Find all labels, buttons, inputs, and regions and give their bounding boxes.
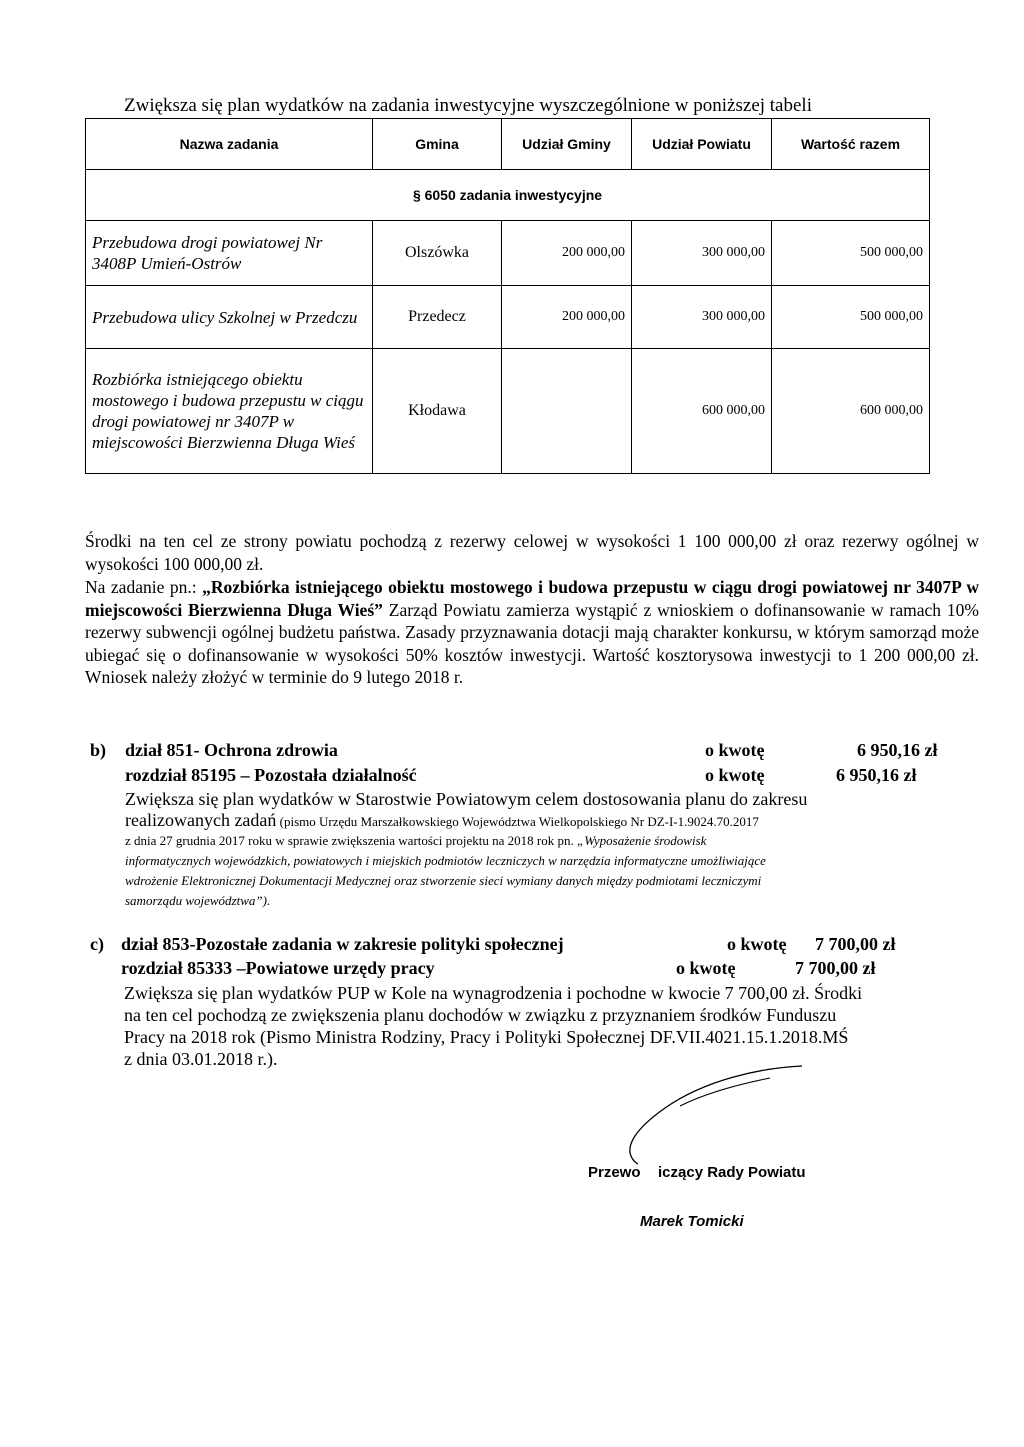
task-name: Przebudowa drogi powiatowej Nr 3408P Umień-Ostrów [86, 221, 373, 286]
section-c-rozdzial: rozdział 85333 –Powiatowe urzędy pracy [121, 958, 435, 978]
p2-task-title: „Rozbiórka istniejącego obiektu mostowego i budowa przepustu w ciągu drogi powiatowej nr 3407P w miejscowości Bierzwienna Długa Wieś” [85, 577, 979, 620]
udzial-gminy: 200 000,00 [502, 286, 632, 349]
section-b-text3-line [125, 832, 706, 850]
gmina: Kłodawa [373, 349, 502, 474]
wartosc-razem: 500 000,00 [772, 286, 930, 349]
section-b-text3-italic: „Wyposażenie środowisk [577, 833, 707, 848]
udzial-gminy [502, 349, 632, 474]
intro-text: Zwiększa się plan wydatków na zadania inwestycyjne wyszczególnione w poniższej tabeli [124, 95, 812, 116]
section-b-rozdzial-amount: 6 950,16 zł [836, 765, 917, 785]
section-c-line: z dnia 03.01.2018 r.). [124, 1049, 278, 1069]
section-c-line: Pracy na 2018 rok (Pismo Ministra Rodziny, Pracy i Polityki Społecznej DF.VII.4021.15.1.2018.MŚ [124, 1027, 849, 1047]
section-c-letter: c) [90, 934, 104, 954]
signature-title-right: iczący Rady Powiatu [658, 1164, 806, 1181]
col-header: Wartość razem [772, 119, 930, 170]
task-name: Przebudowa ulicy Szkolnej w Przedczu [86, 286, 373, 349]
section-c-line: Zwiększa się plan wydatków PUP w Kole na wynagrodzenia i pochodne w kwocie 7 700,00 zł. Środki [124, 983, 863, 1003]
section-b-rozdzial-label: o kwotę [705, 765, 765, 785]
section-b-text2-small: (pismo Urzędu Marszałkowskiego Województwa Wielkopolskiego Nr DZ-I-1.9024.70.2017 [276, 814, 759, 829]
section-c-dzial-label: o kwotę [727, 934, 787, 954]
wartosc-razem: 600 000,00 [772, 349, 930, 474]
table-row [86, 286, 930, 349]
gmina: Olszówka [373, 221, 502, 286]
section-b-text6: samorządu województwa”). [125, 893, 271, 908]
p2-rest: Zarząd Powiatu zamierza wystąpić z wnioskiem o dofinansowanie w ramach 10% rezerwy subwencji ogólnej budżetu państwa. Zasady przyznawania dotacji mają charakter konkursu, w którym samorząd może ubiegać się o dofinansowanie w wysokości 50% kosztów inwestycji. Wartość kosztorysowa inwestycji to 1 200 000,00 zł. Wniosek należy złożyć w terminie do 9 lutego 2018 r. [85, 599, 979, 687]
paragraph-application [85, 576, 979, 689]
section-b-text3: z dnia 27 grudnia 2017 roku w sprawie zwiększenia wartości projektu na 2018 rok pn. [125, 833, 577, 848]
section-b-text4: informatycznych wojewódzkich, powiatowych i miejskich podmiotów leczniczych w narzędzia informatyczne umożliwiające [125, 853, 766, 868]
handwritten-signature [610, 1060, 820, 1170]
section-c-rozdzial-amount: 7 700,00 zł [795, 958, 876, 978]
table-row [86, 221, 930, 286]
col-header: Gmina [373, 119, 502, 170]
section-c-line: na ten cel pochodzą ze zwiększenia planu dochodów w związku z przyznaniem środków Funduszu [124, 1005, 837, 1025]
gmina: Przedecz [373, 286, 502, 349]
udzial-powiatu: 600 000,00 [632, 349, 772, 474]
section-c-rozdzial-label: o kwotę [676, 958, 736, 978]
section-row [86, 170, 930, 221]
col-header: Udział Powiatu [632, 119, 772, 170]
task-name: Rozbiórka istniejącego obiektu mostowego i budowa przepustu w ciągu drogi powiatowej nr 3407P w miejscowości Bierzwienna Długa Wieś [86, 349, 373, 474]
col-header: Udział Gminy [502, 119, 632, 170]
section-b-letter: b) [90, 740, 107, 760]
udzial-powiatu: 300 000,00 [632, 221, 772, 286]
table-header-row [86, 119, 930, 170]
section-b-dzial: dział 851- Ochrona zdrowia [125, 740, 338, 760]
section-label: § 6050 zadania inwestycyjne [86, 170, 930, 221]
section-b-text1: Zwiększa się plan wydatków w Starostwie Powiatowym celem dostosowania planu do zakresu [125, 789, 808, 809]
section-b-text2-line [125, 809, 759, 831]
table-row [86, 349, 930, 474]
section-b-dzial-amount: 6 950,16 zł [857, 740, 938, 760]
paragraph-funding: Środki na ten cel ze strony powiatu pochodzą z rezerwy celowej w wysokości 1 100 000,00 zł oraz rezerwy ogólnej w wysokości 100 000,00 zł. [85, 531, 979, 574]
signature-name: Marek Tomicki [640, 1213, 744, 1230]
investment-table [85, 118, 930, 474]
section-b-text5: wdrożenie Elektronicznej Dokumentacji Medycznej oraz stworzenie sieci wymiany danych między podmiotami leczniczymi [125, 873, 762, 888]
udzial-gminy: 200 000,00 [502, 221, 632, 286]
signature-title-left: Przewo [588, 1164, 641, 1181]
section-c-dzial-amount: 7 700,00 zł [815, 934, 896, 954]
section-c-body [124, 982, 974, 1070]
section-b-dzial-label: o kwotę [705, 740, 765, 760]
section-c-dzial: dział 853-Pozostałe zadania w zakresie polityki społecznej [121, 934, 564, 954]
p2-prefix: Na zadanie pn.: [85, 577, 203, 597]
section-b-text2: realizowanych zadań [125, 810, 277, 830]
udzial-powiatu: 300 000,00 [632, 286, 772, 349]
wartosc-razem: 500 000,00 [772, 221, 930, 286]
col-header: Nazwa zadania [86, 119, 373, 170]
section-b-rozdzial: rozdział 85195 – Pozostała działalność [125, 765, 417, 785]
